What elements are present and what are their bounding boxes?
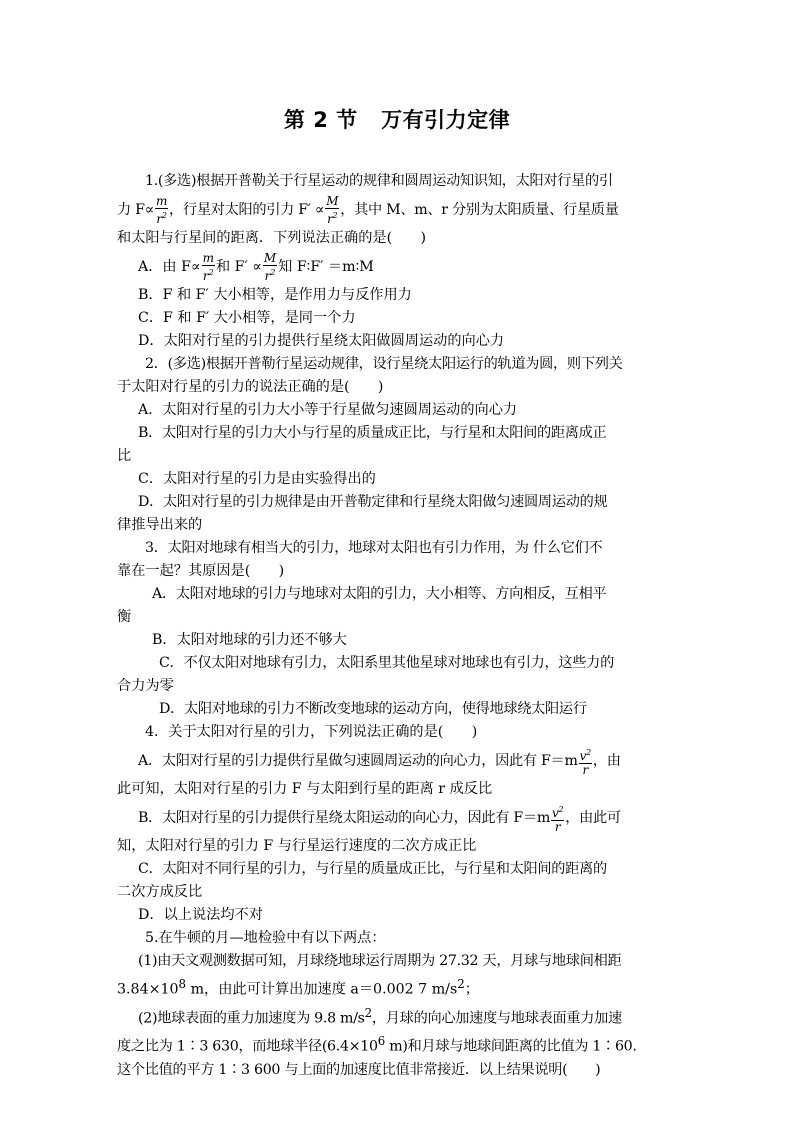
question-4-option-c-line-2: 二次方成反比 [117, 884, 203, 900]
question-3-option-c-line-2: 合力为零 [117, 678, 174, 694]
question-5-point-2-line-2: 度之比为 1∶3 630，而地球半径($6.4\times 10^6$ m)和月球与地球间距离的比值为 1∶60. [117, 1034, 637, 1056]
question-2-option-b-line-1: B．太阳对行星的引力大小与行星的质量成正比，与行星和太阳间的距离成正 [138, 425, 607, 441]
question-5-point-1-line-1: (1)由天文观测数据可知，月球绕地球运行周期为 27.32 天，月球与地球间相距 [138, 953, 622, 969]
question-3-option-d: D．太阳对地球的引力不断改变地球的运动方向，使得地球绕太阳运行 [159, 701, 587, 717]
question-3-option-b: B．太阳对地球的引力还不够大 [152, 632, 347, 648]
question-2-stem-line-1: 2．(多选)根据开普勒行星运动规律，设行星绕太阳运行的轨道为圆，则下列关 [145, 356, 623, 372]
question-1-option-c: C．F 和 F′ 大小相等，是同一个力 [138, 310, 356, 326]
question-1-stem-line-2: 力 F∝ $\frac{m}{r^2}$ ，行星对太阳的引力 F′ ∝ $\frac{M}{r^2}$ ，其中 M、m、r 分别为太阳质量、行星质量 [117, 193, 619, 226]
fraction-v2-over-r: $\frac{v^2}{r}$ [579, 747, 591, 777]
question-5-point-1-line-2: $3.84\times 10^8$ m，由此可计算出加速度 a＝0.002 7 $m/s^2$； [117, 977, 479, 998]
question-2-option-c: C．太阳对行星的引力是由实验得出的 [138, 471, 376, 487]
question-2-option-b-line-2: 比 [117, 448, 132, 464]
question-1 [117, 170, 679, 353]
questions [117, 170, 679, 1082]
question-5-point-2-line-3: 这个比值的平方 1∶3 600 与上面的加速度比值非常接近．以上结果说明( ) [117, 1062, 601, 1079]
fraction-v2-over-r: $\frac{v^2}{r}$ [552, 804, 564, 834]
question-3-option-a-line-2: 衡 [117, 609, 132, 625]
question-3-stem-line-1: 3．太阳对地球有相当大的引力，地球对太阳也有引力作用，为 什么它们不 [145, 540, 603, 556]
question-1-stem-line-1: 1.(多选)根据开普勒关于行星运动的规律和圆周运动知识知，太阳对行星的引 [145, 173, 613, 189]
question-4-option-a-line-2: 此可知，太阳对行星的引力 F 与太阳到行星的距离 r 成反比 [117, 781, 493, 797]
question-2-option-d-line-1: D．太阳对行星的引力规律是由开普勒定律和行星绕太阳做匀速圆周运动的规 [138, 494, 608, 510]
question-2-stem-line-2: 于太阳对行星的引力的说法正确的是( ) [117, 379, 384, 395]
question-4-option-a-line-1: A．太阳对行星的引力提供行星做匀速圆周运动的向心力，因此有 F＝m $\frac{v^2}{r}$ ，由 [138, 747, 621, 777]
question-1-stem-line-3: 和太阳与行星间的距离．下列说法正确的是( ) [117, 230, 427, 246]
fraction-m-over-r2: $\frac{m}{r^2}$ [202, 250, 214, 283]
question-2-option-d-line-2: 律推导出来的 [117, 517, 203, 533]
question-4-option-b-line-2: 知，太阳对行星的引力 F 与行星运行速度的二次方成正比 [117, 838, 477, 854]
question-3-stem-line-2: 靠在一起？其原因是( ) [117, 563, 285, 579]
question-1-option-b: B．F 和 F′ 大小相等，是作用力与反作用力 [138, 287, 412, 303]
question-2-option-a: A．太阳对行星的引力大小等于行星做匀速圆周运动的向心力 [138, 402, 518, 418]
question-5-stem: 5.在牛顿的月—地检验中有以下两点： [145, 930, 386, 946]
section-number: 第 2 节 [283, 108, 358, 132]
section-name: 万有引力定律 [381, 108, 511, 132]
fraction-M-over-r2: $\frac{M}{r^2}$ [263, 250, 277, 283]
question-3-option-c-line-1: C．不仅太阳对地球有引力，太阳系里其他星球对地球也有引力，这些力的 [159, 655, 614, 671]
question-5-point-2-line-1: (2)地球表面的重力加速度为 9.8 $m/s^2$，月球的向心加速度与地球表面重力加速 [138, 1005, 622, 1027]
question-3 [117, 537, 679, 721]
question-4-option-c-line-1: C．太阳对不同行星的引力，与行星的质量成正比，与行星和太阳间的距离的 [138, 861, 607, 877]
fraction-m-over-r2: $\frac{m}{r^2}$ [155, 193, 168, 226]
question-4-stem: 4．关于太阳对行星的引力，下列说法正确的是( ) [145, 724, 478, 740]
question-4 [117, 721, 679, 927]
question-3-option-a-line-1: A．太阳对地球的引力与地球对太阳的引力，大小相等、方向相反，互相平 [152, 586, 607, 602]
fraction-M-over-r2: $\frac{M}{r^2}$ [326, 193, 339, 226]
page-title [0, 104, 794, 134]
question-5 [117, 927, 679, 1082]
question-4-option-d: D．以上说法均不对 [138, 907, 263, 923]
question-4-option-b-line-1: B．太阳对行星的引力提供行星绕太阳运动的向心力，因此有 F＝m $\frac{v^2}{r}$ ，由此可 [138, 804, 621, 834]
question-1-option-a: A．由 F∝ $\frac{m}{r^2}$ 和 F′ ∝ $\frac{M}{r^2}$ 知 F∶F′ ＝m∶M [138, 250, 374, 283]
question-1-option-d: D．太阳对行星的引力提供行星绕太阳做圆周运动的向心力 [138, 333, 505, 349]
question-2 [117, 353, 679, 537]
